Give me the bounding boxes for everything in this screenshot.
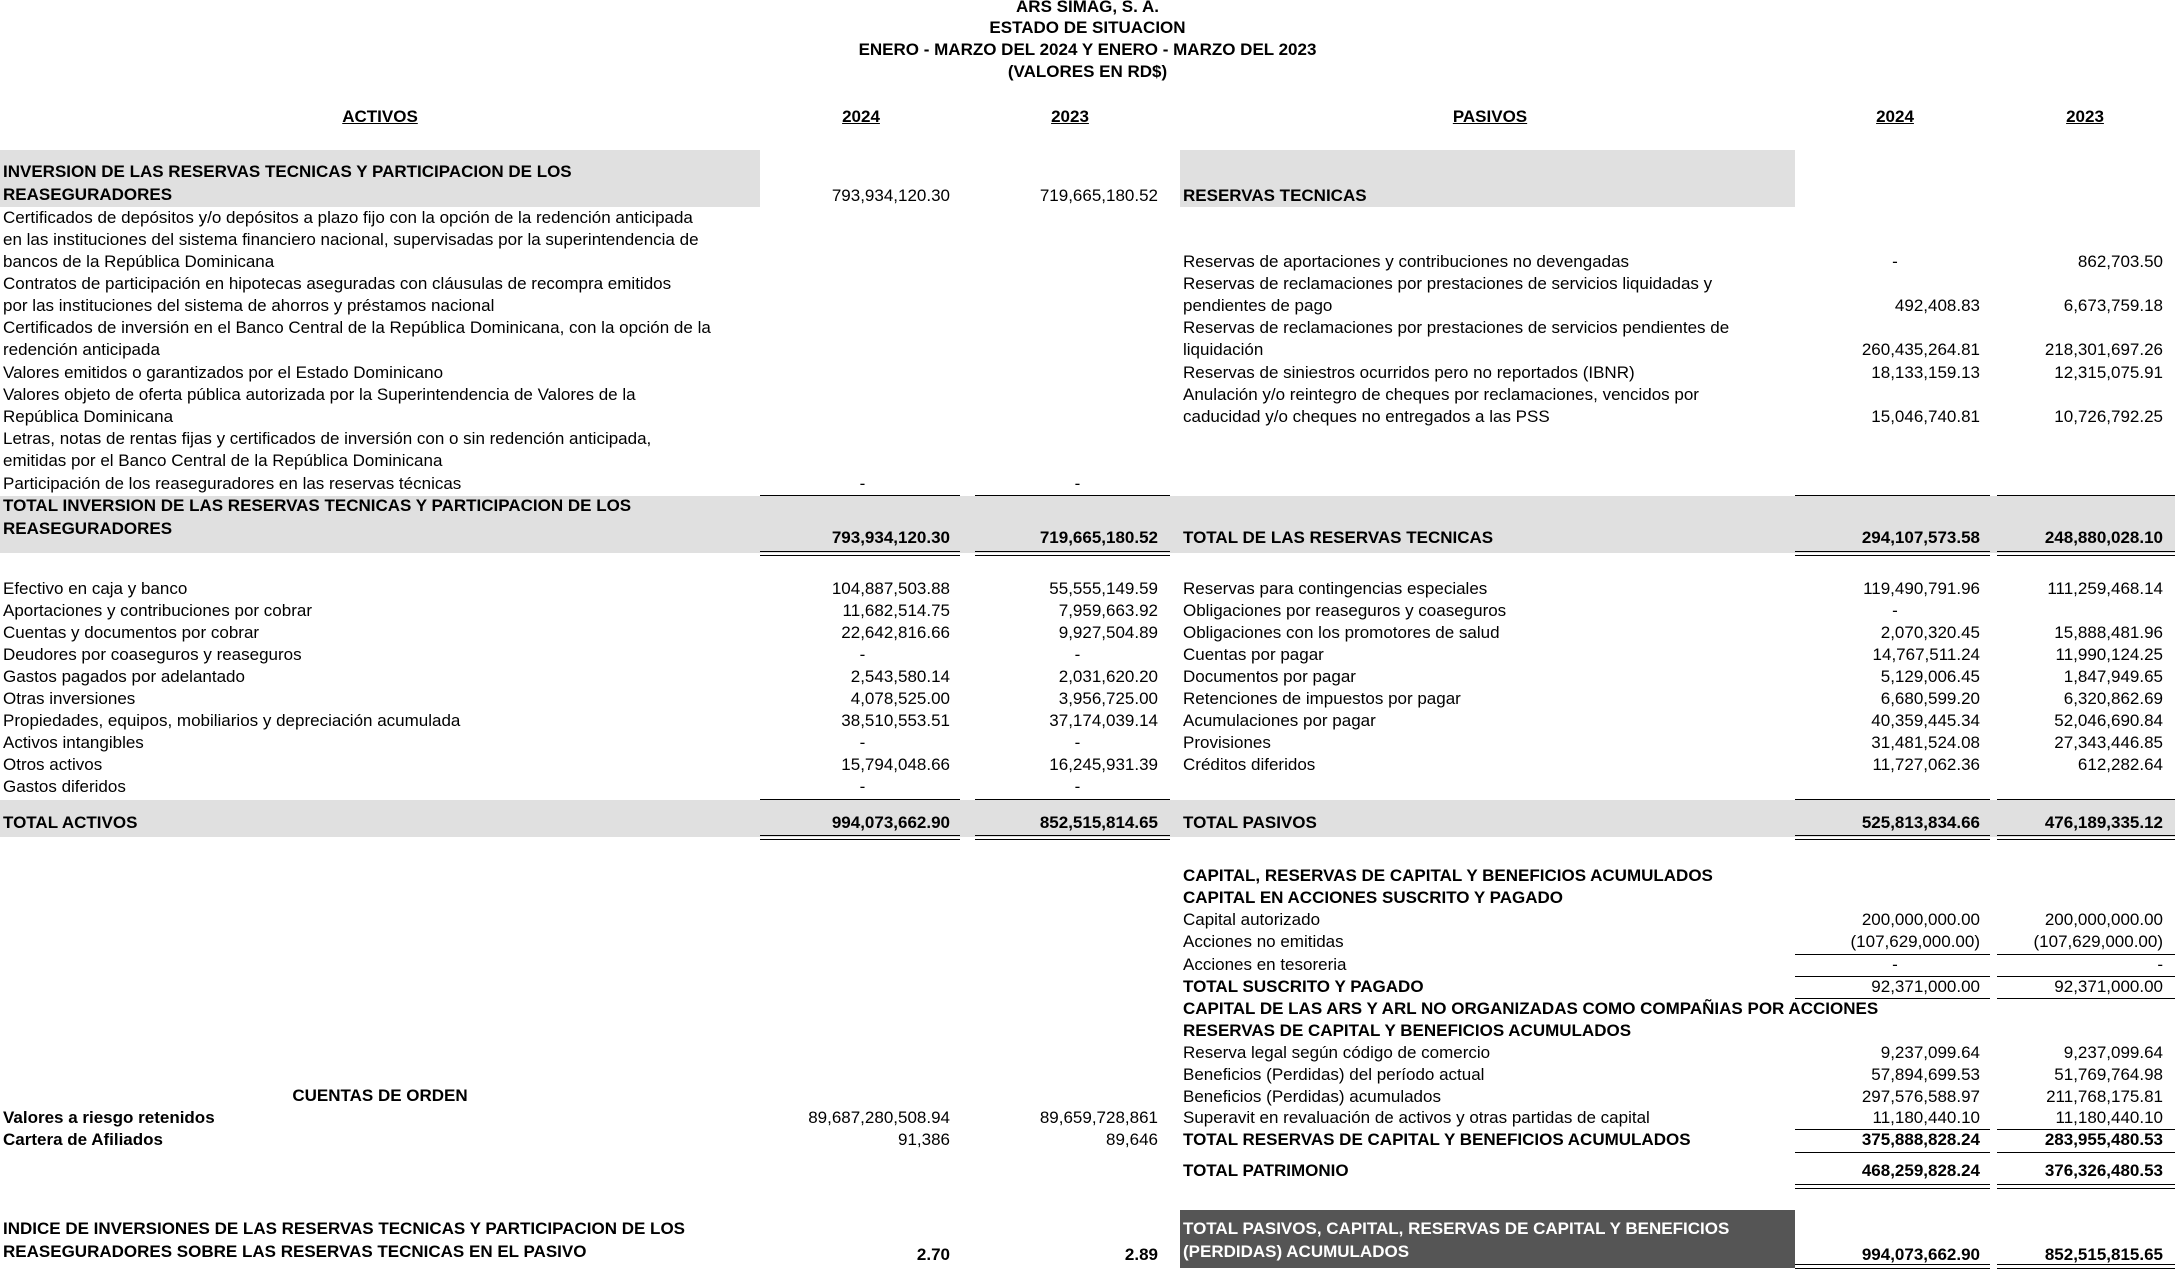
assets-total-reserves-2024: 793,934,120.30	[831, 528, 950, 547]
liab-reserve-2024: 15,046,740.81	[1871, 407, 1980, 426]
assets-row-2024: 2,543,580.14	[850, 667, 950, 686]
liab-reserve-2023: 6,673,759.18	[2063, 296, 2163, 315]
capital-title: CAPITAL, RESERVAS DE CAPITAL Y BENEFICIOS ACUMULADOS	[1183, 866, 1713, 885]
rule	[1795, 799, 1990, 800]
grand-total-label: TOTAL PASIVOS, CAPITAL, RESERVAS DE CAPITAL Y BENEFICIOS	[1183, 1219, 1730, 1238]
reservas-row-2023: 11,180,440.10	[2055, 1108, 2163, 1127]
assets-reserves-title: INVERSION DE LAS RESERVAS TECNICAS Y PARTICIPACION DE LOS	[3, 162, 572, 181]
assets-reserves-line: en las instituciones del sistema financiero nacional, supervisadas por la superintendencia de	[3, 230, 699, 249]
capital-row-2024: (107,629,000.00)	[1850, 932, 1980, 951]
liab-row-2024: 14,767,511.24	[1872, 645, 1980, 664]
capital-row-2023: (107,629,000.00)	[2033, 932, 2163, 951]
liab-row-label: Créditos diferidos	[1183, 755, 1316, 774]
assets-row-2023: 3,956,725.00	[1058, 689, 1158, 708]
assets-reserves-line: por las instituciones del sistema de ahorros y préstamos nacional	[3, 296, 495, 315]
ars-capital-line: CAPITAL DE LAS ARS Y ARL NO ORGANIZADAS COMO COMPAÑIAS POR ACCIONES	[1183, 999, 1879, 1018]
participation-2023: -	[1074, 474, 1081, 493]
assets-row-label: Otros activos	[3, 755, 103, 774]
double-rule	[1795, 551, 1990, 556]
double-rule	[1997, 551, 2175, 556]
assets-row-2024: 15,794,048.66	[841, 755, 950, 774]
assets-row-2024: 11,682,514.75	[842, 601, 950, 620]
total-reserves-2024: 294,107,573.58	[1861, 528, 1980, 547]
cuentas-orden-title: CUENTAS DE ORDEN	[292, 1086, 468, 1105]
liab-row-label: Reservas para contingencias especiales	[1183, 579, 1488, 598]
total-reservas-label: TOTAL RESERVAS DE CAPITAL Y BENEFICIOS ACUMULADOS	[1183, 1130, 1691, 1149]
assets-row-label: Otras inversiones	[3, 689, 136, 708]
reservas-row-label: Reserva legal según código de comercio	[1183, 1043, 1491, 1062]
grand-total-2024: 994,073,662.90	[1861, 1245, 1980, 1264]
liab-row-2023: 111,259,468.14	[2047, 579, 2163, 598]
total-activos-2023: 852,515,814.65	[1039, 813, 1158, 832]
orden-row-2024: 91,386	[898, 1130, 950, 1149]
liab-reserve-2023: 218,301,697.26	[2044, 340, 2163, 359]
liab-row-2024: 119,490,791.96	[1863, 579, 1980, 598]
assets-reserves-line: Valores objeto de oferta pública autorizada por la Superintendencia de Valores de la	[3, 385, 636, 404]
liab-row-2023: 612,282.64	[2077, 755, 2163, 774]
pasivos-year-2024: 2024	[1876, 107, 1914, 126]
assets-row-label: Aportaciones y contribuciones por cobrar	[3, 601, 312, 620]
indice-label: INDICE DE INVERSIONES DE LAS RESERVAS TECNICAS Y PARTICIPACION DE LOS	[3, 1219, 686, 1238]
assets-row-2024: 22,642,816.66	[841, 623, 950, 642]
assets-reserves-line: bancos de la República Dominicana	[3, 252, 275, 271]
suscrito-2023: 92,371,000.00	[2054, 977, 2163, 996]
grand-total-label-2: (PERDIDAS) ACUMULADOS	[1183, 1242, 1410, 1261]
liab-reserve-label: Reservas de aportaciones y contribuciones no devengadas	[1183, 252, 1630, 271]
double-rule	[1997, 1184, 2175, 1189]
reservas-row-label: Superavit en revaluación de activos y otras partidas de capital	[1183, 1108, 1650, 1127]
assets-row-2023: -	[1074, 733, 1081, 752]
assets-row-label: Deudores por coaseguros y reaseguros	[3, 645, 302, 664]
assets-row-2024: 38,510,553.51	[841, 711, 950, 730]
liab-row-2024: 31,481,524.08	[1871, 733, 1980, 752]
assets-total-reserves-2023: 719,665,180.52	[1039, 528, 1158, 547]
assets-row-2023: 9,927,504.89	[1058, 623, 1158, 642]
indice-2024: 2.70	[916, 1245, 950, 1264]
liab-row-2024: 6,680,599.20	[1880, 689, 1980, 708]
assets-row-2023: 7,959,663.92	[1058, 601, 1158, 620]
reservas-row-label: Beneficios (Perdidas) acumulados	[1183, 1087, 1441, 1106]
liabilities-reserves-title: RESERVAS TECNICAS	[1183, 186, 1367, 205]
report-currency: (VALORES EN RD$)	[1007, 62, 1168, 81]
liab-reserve-2023: 12,315,075.91	[2054, 363, 2163, 382]
total-reservas-2023: 283,955,480.53	[2044, 1130, 2163, 1149]
total-pasivos-2023: 476,189,335.12	[2044, 813, 2163, 832]
double-rule	[1997, 835, 2175, 840]
assets-row-2024: -	[859, 777, 866, 796]
capital-row-label: Capital autorizado	[1183, 910, 1321, 929]
liab-reserve-2023: 862,703.50	[2077, 252, 2163, 271]
assets-reserves-line: Letras, notas de rentas fijas y certificados de inversión con o sin redención anticipada,	[3, 429, 652, 448]
capital-row-label: Acciones en tesoreria	[1183, 955, 1347, 974]
participation-2024: -	[859, 474, 866, 493]
report-title: ESTADO DE SITUACION	[989, 18, 1186, 37]
assets-row-2023: 2,031,620.20	[1058, 667, 1158, 686]
report-period: ENERO - MARZO DEL 2024 Y ENERO - MARZO DEL 2023	[858, 40, 1317, 59]
capital-subtitle: CAPITAL EN ACCIONES SUSCRITO Y PAGADO	[1183, 888, 1564, 907]
reservas-row-2024: 57,894,699.53	[1871, 1065, 1980, 1084]
liab-row-2023: 6,320,862.69	[2063, 689, 2163, 708]
suscrito-label: TOTAL SUSCRITO Y PAGADO	[1183, 977, 1424, 996]
assets-row-2023: 55,555,149.59	[1049, 579, 1158, 598]
pasivos-header: PASIVOS	[1452, 107, 1528, 126]
orden-row-2023: 89,646	[1106, 1130, 1158, 1149]
assets-row-2023: 37,174,039.14	[1049, 711, 1158, 730]
rule	[1997, 998, 2175, 999]
rule	[1997, 799, 2175, 800]
liab-row-2024: 40,359,445.34	[1871, 711, 1980, 730]
liab-row-label: Cuentas por pagar	[1183, 645, 1324, 664]
double-rule	[975, 835, 1170, 840]
total-activos-label: TOTAL ACTIVOS	[3, 813, 138, 832]
assets-row-label: Efectivo en caja y banco	[3, 579, 188, 598]
liab-row-label: Provisiones	[1183, 733, 1271, 752]
assets-reserves-line: Certificados de inversión en el Banco Central de la República Dominicana, con la opción de la	[3, 318, 711, 337]
grand-total-2023: 852,515,815.65	[2044, 1245, 2163, 1264]
liab-reserve-label-2: liquidación	[1183, 340, 1264, 359]
double-rule	[975, 551, 1170, 556]
double-rule	[1795, 1264, 1990, 1269]
orden-row-2024: 89,687,280,508.94	[808, 1108, 950, 1127]
rule	[1795, 495, 1990, 496]
indice-2023: 2.89	[1124, 1245, 1158, 1264]
assets-reserves-title-2: REASEGURADORES	[3, 185, 173, 204]
liab-row-2024: 11,727,062.36	[1872, 755, 1980, 774]
liab-row-label: Acumulaciones por pagar	[1183, 711, 1376, 730]
liab-row-label: Obligaciones con los promotores de salud	[1183, 623, 1500, 642]
reservas-row-2023: 51,769,764.98	[2054, 1065, 2163, 1084]
reservas-row-2024: 11,180,440.10	[1872, 1108, 1980, 1127]
total-activos-2024: 994,073,662.90	[831, 813, 950, 832]
total-reserves-2023: 248,880,028.10	[2044, 528, 2163, 547]
liab-row-2023: 15,888,481.96	[2054, 623, 2163, 642]
assets-row-2023: 16,245,931.39	[1049, 755, 1158, 774]
patrimonio-label: TOTAL PATRIMONIO	[1183, 1161, 1349, 1180]
liab-reserve-label: Reservas de reclamaciones por prestaciones de servicios liquidadas y	[1183, 274, 1713, 293]
orden-row-label: Cartera de Afiliados	[3, 1130, 163, 1149]
reservas-row-2023: 9,237,099.64	[2063, 1043, 2163, 1062]
liab-reserve-2024: 18,133,159.13	[1871, 363, 1980, 382]
reservas-row-2024: 297,576,588.97	[1861, 1087, 1980, 1106]
assets-total-reserves-title-2: REASEGURADORES	[3, 519, 173, 538]
assets-reserves-line: redención anticipada	[3, 340, 160, 359]
liab-row-label: Retenciones de impuestos por pagar	[1183, 689, 1461, 708]
assets-reserves-line: emitidas por el Banco Central de la República Dominicana	[3, 451, 443, 470]
assets-row-label: Gastos diferidos	[3, 777, 126, 796]
total-pasivos-2024: 525,813,834.66	[1861, 813, 1980, 832]
liab-reserve-label-2: caducidad y/o cheques no entregados a las PSS	[1183, 407, 1550, 426]
reservas-row-label: Beneficios (Perdidas) del período actual	[1183, 1065, 1485, 1084]
total-reservas-2024: 375,888,828.24	[1861, 1130, 1980, 1149]
liab-row-2023: 1,847,949.65	[2063, 667, 2163, 686]
assets-reserves-2023: 719,665,180.52	[1039, 186, 1158, 205]
capital-row-2024: -	[1892, 955, 1898, 974]
rule	[760, 495, 960, 496]
assets-reserves-line: Valores emitidos o garantizados por el Estado Dominicano	[3, 363, 444, 382]
assets-reserves-2024: 793,934,120.30	[831, 186, 950, 205]
orden-row-2023: 89,659,728,861	[1039, 1108, 1158, 1127]
assets-row-2024: -	[859, 733, 866, 752]
liab-row-2024: 2,070,320.45	[1880, 623, 1980, 642]
double-rule	[1795, 835, 1990, 840]
rule	[1795, 1152, 1990, 1153]
double-rule	[1997, 1264, 2175, 1269]
reservas-row-2024: 9,237,099.64	[1880, 1043, 1980, 1062]
indice-label-2: REASEGURADORES SOBRE LAS RESERVAS TECNICAS EN EL PASIVO	[3, 1242, 587, 1261]
liab-row-2024: -	[1892, 601, 1898, 620]
liab-row-2023: 52,046,690.84	[2054, 711, 2163, 730]
capital-row-2023: 200,000,000.00	[2044, 910, 2163, 929]
assets-reserves-line: Certificados de depósitos y/o depósitos a plazo fijo con la opción de la redención anticipada	[3, 208, 693, 227]
liab-reserve-2023: 10,726,792.25	[2054, 407, 2163, 426]
liab-reserve-label: Reservas de reclamaciones por prestaciones de servicios pendientes de	[1183, 318, 1730, 337]
assets-row-label: Propiedades, equipos, mobiliarios y depreciación acumulada	[3, 711, 461, 730]
liab-row-2023: 27,343,446.85	[2054, 733, 2163, 752]
patrimonio-2024: 468,259,828.24	[1861, 1161, 1980, 1180]
activos-year-2023: 2023	[1051, 107, 1089, 126]
rule	[975, 495, 1170, 496]
liab-row-label: Obligaciones por reaseguros y coaseguros	[1183, 601, 1507, 620]
total-pasivos-label: TOTAL PASIVOS	[1183, 813, 1317, 832]
rule	[1997, 495, 2175, 496]
assets-reserves-line: Contratos de participación en hipotecas aseguradas con cláusulas de recompra emitidos	[3, 274, 672, 293]
activos-header: ACTIVOS	[342, 107, 418, 126]
assets-reserves-line: Participación de los reaseguradores en las reservas técnicas	[3, 474, 462, 493]
suscrito-2024: 92,371,000.00	[1871, 977, 1980, 996]
liab-reserve-label: Anulación y/o reintegro de cheques por reclamaciones, vencidos por	[1183, 385, 1699, 404]
assets-row-label: Activos intangibles	[3, 733, 144, 752]
liab-row-2023: 11,990,124.25	[2055, 645, 2163, 664]
liab-reserve-label-2: pendientes de pago	[1183, 296, 1333, 315]
activos-year-2024: 2024	[842, 107, 880, 126]
assets-total-reserves-title: TOTAL INVERSION DE LAS RESERVAS TECNICAS Y PARTICIPACION DE LOS	[3, 496, 632, 515]
liab-row-2024: 5,129,006.45	[1880, 667, 1980, 686]
total-reserves-label: TOTAL DE LAS RESERVAS TECNICAS	[1183, 528, 1494, 547]
assets-row-label: Cuentas y documentos por cobrar	[3, 623, 260, 642]
capital-row-2024: 200,000,000.00	[1861, 910, 1980, 929]
company-name: ARS SIMAG, S. A.	[1016, 0, 1159, 16]
rule	[975, 799, 1170, 800]
rule	[1997, 1152, 2175, 1153]
rule	[760, 799, 960, 800]
patrimonio-2023: 376,326,480.53	[2044, 1161, 2163, 1180]
assets-row-2024: 104,887,503.88	[831, 579, 950, 598]
capital-row-2023: -	[2157, 955, 2163, 974]
reservas-title: RESERVAS DE CAPITAL Y BENEFICIOS ACUMULADOS	[1183, 1021, 1632, 1040]
liab-reserve-label: Reservas de siniestros ocurridos pero no reportados (IBNR)	[1183, 363, 1635, 382]
double-rule	[760, 835, 960, 840]
liab-row-label: Documentos por pagar	[1183, 667, 1356, 686]
assets-row-2023: -	[1074, 777, 1081, 796]
double-rule	[760, 551, 960, 556]
capital-row-label: Acciones no emitidas	[1183, 932, 1344, 951]
assets-row-2024: -	[859, 645, 866, 664]
orden-row-label: Valores a riesgo retenidos	[3, 1108, 215, 1127]
assets-row-label: Gastos pagados por adelantado	[3, 667, 245, 686]
double-rule	[1795, 1184, 1990, 1189]
assets-reserves-line: República Dominicana	[3, 407, 174, 426]
reservas-row-2023: 211,768,175.81	[2046, 1087, 2163, 1106]
liab-reserve-2024: 260,435,264.81	[1861, 340, 1980, 359]
assets-row-2024: 4,078,525.00	[850, 689, 950, 708]
liab-reserve-2024: 492,408.83	[1894, 296, 1980, 315]
liab-reserve-2024: -	[1892, 252, 1898, 271]
assets-row-2023: -	[1074, 645, 1081, 664]
pasivos-year-2023: 2023	[2066, 107, 2104, 126]
